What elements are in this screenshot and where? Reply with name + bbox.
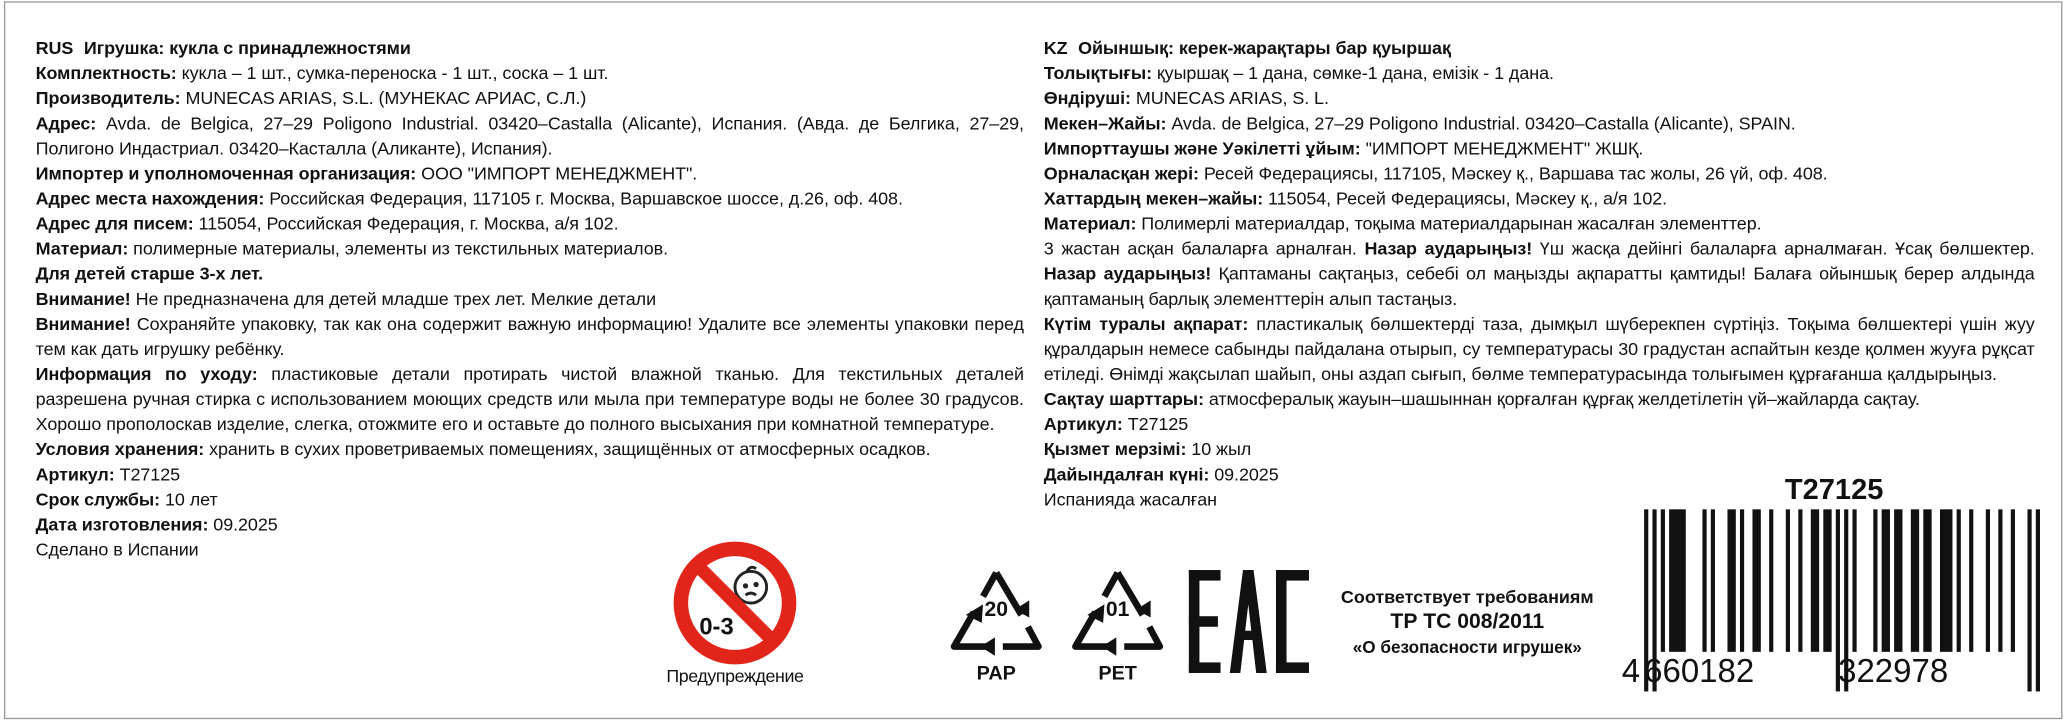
manufacture-date-value: 09.2025 <box>208 514 278 535</box>
attention-label: Внимание! <box>35 288 131 309</box>
barcode-article: T27125 <box>1784 472 1884 506</box>
manufacture-date-label: Дата изготовления: <box>35 514 209 535</box>
barcode-bar <box>1740 509 1744 652</box>
attention-value: Не предназначена для детей младше трех лет. Мелкие детали <box>130 288 657 309</box>
care-value: пластиковые детали протирать чистой влажной тканью. Для текстильных деталей разрешена ручная стирка с использованием моющих средств или мыла при температуре воды не более 30 градусов. Хорошо прополоскав изделие, слегка, отожмите его и оставьте до полного высыхания при комнатной температуре. <box>35 364 1024 435</box>
address-row <box>36 111 1024 161</box>
care-label: Күтім туралы ақпарат: <box>1043 314 1249 334</box>
barcode-guard-bar <box>2027 509 2031 691</box>
barcode-bar <box>1940 509 1952 652</box>
article-label: Артикул: <box>1043 414 1123 435</box>
recycle-pet-mark <box>1064 565 1172 657</box>
barcode-bar <box>1811 509 1819 652</box>
location-value: Ресей Федерациясы, 117105, Мәскеу қ., Варшава тас жолы, 26 үй, оф. 408. <box>1198 163 1828 184</box>
mail-row <box>36 211 1024 236</box>
conformity-line-3: «О безопасности игрушек» <box>1352 637 1582 658</box>
attention-value: Сохраняйте упаковку, так как она содержит важную информацию! Удалите все элементы упаковки перед тем как дать игрушку ребёнку. <box>35 314 1024 359</box>
location-row <box>1044 161 2035 186</box>
importer-value: "ИМПОРТ МЕНЕДЖМЕНТ" ЖШҚ. <box>1360 138 1644 159</box>
barcode-bar <box>1823 509 1831 652</box>
kazakh-column <box>1044 36 2035 512</box>
barcode-bar <box>1727 509 1735 652</box>
barcode-bar <box>1998 509 2002 652</box>
attention-label: Назар аударыңыз! <box>1364 238 1533 259</box>
manufacturer-row <box>36 86 1024 111</box>
mail-value: 115054, Ресей Федерациясы, Мәскеу қ., а/я 102. <box>1263 188 1668 209</box>
article-label: Артикул: <box>35 464 115 485</box>
storage-label: Условия хранения: <box>35 439 205 460</box>
barcode-bar <box>1969 509 1973 652</box>
kit-value: кукла – 1 шт., сумка-переноска - 1 шт., соска – 1 шт. <box>176 63 609 84</box>
address-label: Адрес: <box>35 113 97 134</box>
mail-value: 115054, Российская Федерация, г. Москва, а/я 102. <box>193 213 619 234</box>
barcode-bar <box>1798 509 1802 652</box>
mail-label: Хаттардың мекен–жайы: <box>1043 188 1264 209</box>
mail-row <box>1044 186 2035 211</box>
location-label: Орналасқан жері: <box>1043 163 1199 184</box>
storage-conditions <box>36 437 1024 462</box>
storage-value: атмосфералық жауын–шашыннан қорғалған құрғақ желдетілетін үй–жайларда сақтау. <box>1203 389 1920 410</box>
language-code: RUS <box>35 38 74 59</box>
country-of-origin: Сделано в Испании <box>35 539 199 560</box>
age-notice: 3 жастан асқан балаларға арналған. <box>1043 238 1365 259</box>
barcode-bar <box>1894 509 1902 652</box>
barcode-first-digit: 4 <box>1621 653 1641 691</box>
manufacture-date-row <box>36 512 1024 537</box>
address-row <box>1044 111 2035 136</box>
barcode-bar <box>1852 509 1856 652</box>
mail-label: Адрес для писем: <box>35 213 194 234</box>
article-value: T27125 <box>114 464 181 485</box>
barcode-guard-bar <box>2036 509 2040 691</box>
importer-row <box>1044 136 2035 161</box>
barcode-bar <box>1711 509 1715 652</box>
kz-header <box>1044 36 2035 61</box>
barcode-bar <box>1786 509 1790 652</box>
manufacturer-label: Производитель: <box>35 88 181 109</box>
barcode-left-group: 660182 <box>1644 653 1755 691</box>
barcode-bar <box>1923 509 1931 652</box>
manufacture-date-value: 09.2025 <box>1209 464 1279 485</box>
barcode-bar <box>1986 509 1990 652</box>
resin-code: 01 <box>1105 599 1130 622</box>
attention-label: Внимание! <box>35 314 131 334</box>
storage-value: хранить в сухих проветриваемых помещениях, защищённых от атмосферных осадков. <box>204 439 931 460</box>
warning-caption: Предупреждение <box>666 666 804 687</box>
resin-code: 20 <box>984 599 1008 622</box>
location-row <box>36 186 1024 211</box>
storage-label: Сақтау шарттары: <box>1043 389 1204 410</box>
barcode-bar <box>1702 509 1706 652</box>
kit-row <box>36 61 1024 86</box>
material-value: Полимерлі материалдар, тоқыма материалдарынан жасалған элементтер. <box>1136 213 1762 234</box>
barcode-bar <box>1769 509 1773 652</box>
attention-packaging <box>36 311 1024 361</box>
manufacturer-label: Өндіруші: <box>1043 88 1131 109</box>
care-label: Информация по уходу: <box>35 364 258 384</box>
recycle-pap-label: PAP <box>976 662 1016 685</box>
service-life-value: 10 лет <box>160 489 218 510</box>
material-value: полимерные материалы, элементы из текстильных материалов. <box>128 238 669 259</box>
storage-conditions <box>1044 387 2035 412</box>
location-value: Российская Федерация, 117105 г. Москва, Варшавское шоссе, д.26, оф. 408. <box>264 188 903 209</box>
barcode-bar <box>1911 509 1919 652</box>
conformity-standard: ТР ТС 008/2011 <box>1390 610 1545 634</box>
product-title: Ойыншық: керек-жарақтары бар қуыршақ <box>1078 38 1451 59</box>
attention-small-parts <box>36 286 1024 311</box>
service-life-value: 10 жыл <box>1186 439 1252 460</box>
attention-value: Қаптаманы сақтаңыз, себебі ол маңызды ақпаратты қамтиды! Балаға ойыншық берер алдында қаптаманың барлық элементтерін алып тастаңыз. <box>1043 263 2035 309</box>
eac-logo-icon <box>1186 567 1311 675</box>
age-warning-icon <box>673 541 797 665</box>
language-code: KZ <box>1043 38 1068 59</box>
kit-row <box>1044 61 2035 86</box>
address-label: Мекен–Жайы: <box>1043 113 1167 134</box>
service-life-label: Қызмет мерзімі: <box>1043 439 1187 460</box>
recycle-pet-label: PET <box>1098 662 1137 685</box>
barcode-bar <box>2011 509 2015 652</box>
warnings-paragraph <box>1044 236 2035 311</box>
service-life-label: Срок службы: <box>35 489 161 510</box>
manufacturer-value: MUNECAS ARIAS, S. L. <box>1130 88 1329 109</box>
country-of-origin: Испанияда жасалған <box>1043 489 1217 510</box>
article-row <box>36 462 1024 487</box>
age-notice: Для детей старше 3-х лет. <box>35 263 264 284</box>
barcode-bar <box>1669 509 1686 652</box>
attention-label: Назар аударыңыз! <box>1043 263 1212 284</box>
care-info <box>36 362 1024 437</box>
conformity-statement <box>1314 586 1620 660</box>
age-range-text: 0-3 <box>699 613 734 641</box>
importer-value: ООО "ИМПОРТ МЕНЕДЖМЕНТ". <box>416 163 698 184</box>
importer-label: Импорттаушы және Уәкілетті ұйым: <box>1043 138 1361 159</box>
material-label: Материал: <box>1043 213 1137 234</box>
barcode-bar <box>1661 509 1665 652</box>
russian-column <box>36 36 1024 562</box>
kit-label: Комплектность: <box>35 63 177 84</box>
importer-row <box>36 161 1024 186</box>
kit-value: қуыршақ – 1 дана, сөмке-1 дана, емізік - 1 дана. <box>1151 63 1554 84</box>
address-value: Avda. de Belgica, 27–29 Poligono Industrial. 03420–Castalla (Alicante), Испания. (Авда. де Белгика, 27–29, Полигоно Индастриал. 03420–Касталла (Аликанте), Испания). <box>35 113 1024 159</box>
barcode-bar <box>1752 509 1760 652</box>
attention-value: Үш жасқа дейінгі балаларға арналмаған. Ұсақ бөлшектер. <box>1532 238 2035 259</box>
address-value: Avda. de Belgica, 27–29 Poligono Industrial. 03420–Castalla (Alicante), SPAIN. <box>1166 113 1796 134</box>
location-label: Адрес места нахождения: <box>35 188 265 209</box>
product-title: Игрушка: кукла с принадлежностями <box>83 38 411 59</box>
conformity-line-1: Соответствует требованиям <box>1340 587 1594 607</box>
recycle-pap-mark <box>942 565 1050 657</box>
material-row <box>36 236 1024 261</box>
barcode-bar <box>1873 509 1877 652</box>
care-value: пластикалық бөлшектерді таза, дымқыл шүберекпен сүртіңіз. Тоқыма бөлшектері үшін жуу құралдарын немесе сабынды пайдалана отырып, су температурасы 30 градустан аспайтын кезде қолмен жууға рұқсат етіледі. Өнімді жақсылап шайып, оны аздап сығып, бөлме температурасында толығымен құрғағанша қалдырыңыз. <box>1043 314 2035 384</box>
manufacture-date-label: Дайындалған күні: <box>1043 464 1210 485</box>
article-row <box>1044 412 2035 437</box>
barcode-bar <box>1882 509 1890 652</box>
importer-label: Импортер и уполномоченная организация: <box>35 163 417 184</box>
kit-label: Толықтығы: <box>1043 63 1152 84</box>
material-row <box>1044 211 2035 236</box>
service-life-row <box>36 487 1024 512</box>
care-info <box>1044 311 2035 386</box>
barcode-bar <box>1957 509 1961 652</box>
article-value: T27125 <box>1122 414 1189 435</box>
barcode-right-group: 322978 <box>1838 653 1949 691</box>
manufacturer-row <box>1044 86 2035 111</box>
service-life-row <box>1044 437 2035 462</box>
material-label: Материал: <box>35 238 129 259</box>
rus-header <box>36 36 1024 61</box>
manufacturer-value: MUNECAS ARIAS, S.L. (МУНЕКАС АРИАС, С.Л.) <box>180 88 587 109</box>
